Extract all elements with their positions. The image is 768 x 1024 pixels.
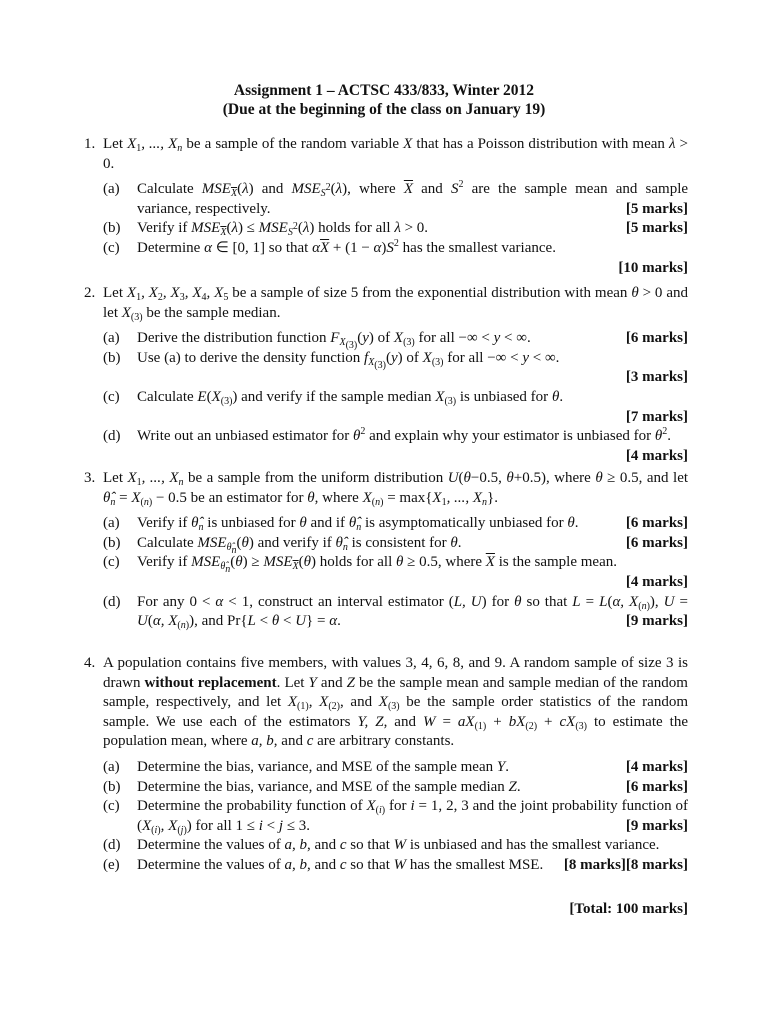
- marks-label: [9 marks]: [625, 817, 688, 834]
- marks-label: [6 marks]: [625, 330, 688, 347]
- question-text: Let $X_1$, ..., $X_n$ be a sample of the random variable X that has a Poisson distribution with mean λ > 0.: [103, 136, 688, 172]
- marks-label: [8 marks]: [625, 856, 688, 873]
- question-2: [84, 284, 688, 466]
- subquestion-2c: (c) Calculate $E(X_{(3)})$ and verify if the sample median $X_{(3)}$ is unbiased for θ. [7 marks]: [103, 388, 688, 427]
- subquestion-3c: (c) Verify if $MSE_{\thetâ_n}(\theta) \ge MSE_{\overline{X}}(\theta)$ holds for all θ ≥ 0.5, where $\overline{X}$ is the sample mean. [4 marks]: [103, 553, 688, 592]
- subquestion-4c: (c) Determine the probability function of $X_{(i)}$ for i = 1, 2, 3 and the joint probability function of ($X_{(i)}$, $X_{(j)}$) for all 1 ≤ i < j ≤ 3. [9 marks]: [103, 798, 688, 836]
- subquestion-4d: (d) Determine the values of a, b, and c so that W is unbiased and has the smallest variance. [8 marks]: [103, 836, 688, 856]
- question-number: 4.: [84, 655, 96, 671]
- question-3: [84, 469, 688, 632]
- question-number: 1.: [84, 136, 96, 152]
- subquestion-2a: (a) Derive the distribution function $F_{X_{(3)}}(y)$ of $X_{(3)}$ for all −∞ < y < ∞. [6 marks]: [103, 330, 688, 352]
- marks-label: [5 marks]: [625, 200, 688, 217]
- question-4: [84, 654, 688, 876]
- page-title: Assignment 1 – ACTSC 433/833, Winter 2012: [233, 82, 535, 99]
- question-1: [84, 135, 688, 278]
- subquestion-4a: (a) Determine the bias, variance, and MSE of the sample mean Y. [4 marks]: [103, 758, 688, 778]
- marks-label: [8 marks]: [563, 856, 626, 873]
- question-number: 3.: [84, 470, 96, 486]
- marks-label: [3 marks]: [625, 369, 688, 386]
- marks-label: [6 marks]: [625, 515, 688, 532]
- subquestion-2b: (b) Use (a) to derive the density function $f_{X_{(3)}}(y)$ of $X_{(3)}$ for all −∞ < y < ∞. [3 marks]: [103, 349, 688, 388]
- marks-label: [4 marks]: [625, 447, 688, 464]
- subquestion-1b: (b) Verify if $MSE_{\overline{X}}(\lambda) \le MSE_{S^2}(\lambda)$ holds for all λ > 0. [5 marks]: [103, 220, 688, 239]
- marks-label: [6 marks]: [625, 534, 688, 551]
- marks-label: [9 marks]: [625, 613, 688, 630]
- question-text: Let $X_1$, ..., $X_n$ be a sample from the uniform distribution U(θ−0.5, θ+0.5), where θ ≥ 0.5, and let $\thetâ_n = X_{(n)} - 0.5$ be an estimator for θ, where $X_{(n)} = \max\{X_1$, ..., $X_n$}.: [103, 470, 689, 508]
- question-text: A population contains five members, with values 3, 4, 6, 8, and 9. A random sample of size 3 is drawn without replacement. Let Y and Z be the sample mean and sample median of the random sample, respectively, and let $X_{(1)}$, $X_{(2)}$, and $X_{(3)}$ be the sample order statistics of the random sample. We use each of the estimators Y, Z, and $W = aX_{(1)} + bX_{(2)} + cX_{(3)}$ to estimate the population mean, where a, b, and c are arbitrary constants.: [103, 655, 688, 750]
- marks-label: [6 marks]: [625, 778, 688, 795]
- subquestion-3d: (d) For any 0 < α < 1, construct an interval estimator (L, U) for θ so that L = L(α, $X_{(n)}$), U = U(α, $X_{(n)}$), and Pr{L < θ < U} = α. [9 marks]: [103, 593, 688, 632]
- subquestion-1a: (a) Calculate $MSE_{\overline{X}}(\lambda)$ and $MSE_{S^2}(\lambda)$, where $\overline{X}$ and $S^2$ are the sample mean and sample variance, respectively. [5 marks]: [103, 180, 688, 219]
- subquestion-4b: (b) Determine the bias, variance, and MSE of the sample median Z. [6 marks]: [103, 778, 688, 798]
- subquestion-3a: (a) Verify if $\thetâ_n$ is unbiased for θ and if $\thetâ_n$ is asymptomatically unbiased for θ. [6 marks]: [103, 515, 688, 534]
- subquestion-2d: (d) Write out an unbiased estimator for $\theta^2$ and explain why your estimator is unbiased for $\theta^2$. [4 marks]: [103, 427, 688, 447]
- marks-label: [4 marks]: [625, 758, 688, 775]
- marks-label: [10 marks]: [618, 259, 688, 276]
- marks-label: [4 marks]: [625, 573, 688, 590]
- marks-label: [7 marks]: [625, 408, 688, 425]
- subquestion-3b: (b) Calculate $MSE_{\thetâ_n}(\theta)$ and verify if $\thetâ_n$ is consistent for θ. [6 marks]: [103, 534, 688, 556]
- question-number: 2.: [84, 285, 96, 301]
- subquestion-4e: (e) Determine the values of a, b, and c so that W has the smallest MSE. [8 marks]: [103, 856, 688, 876]
- page-subtitle: (Due at the beginning of the class on January 19): [222, 101, 546, 118]
- question-text: Let $X_1$, $X_2$, $X_3$, $X_4$, $X_5$ be a sample of size 5 from the exponential distribution with mean θ > 0 and let $X_{(3)}$ be the sample median.: [103, 285, 688, 323]
- total-marks: [Total: 100 marks]: [569, 901, 688, 917]
- marks-label: [5 marks]: [625, 220, 688, 237]
- subquestion-1c: (c) Determine α ∈ [0, 1] so that $\alpha\overline{X} + (1 - \alpha)S^2$ has the smallest variance.: [103, 237, 556, 256]
